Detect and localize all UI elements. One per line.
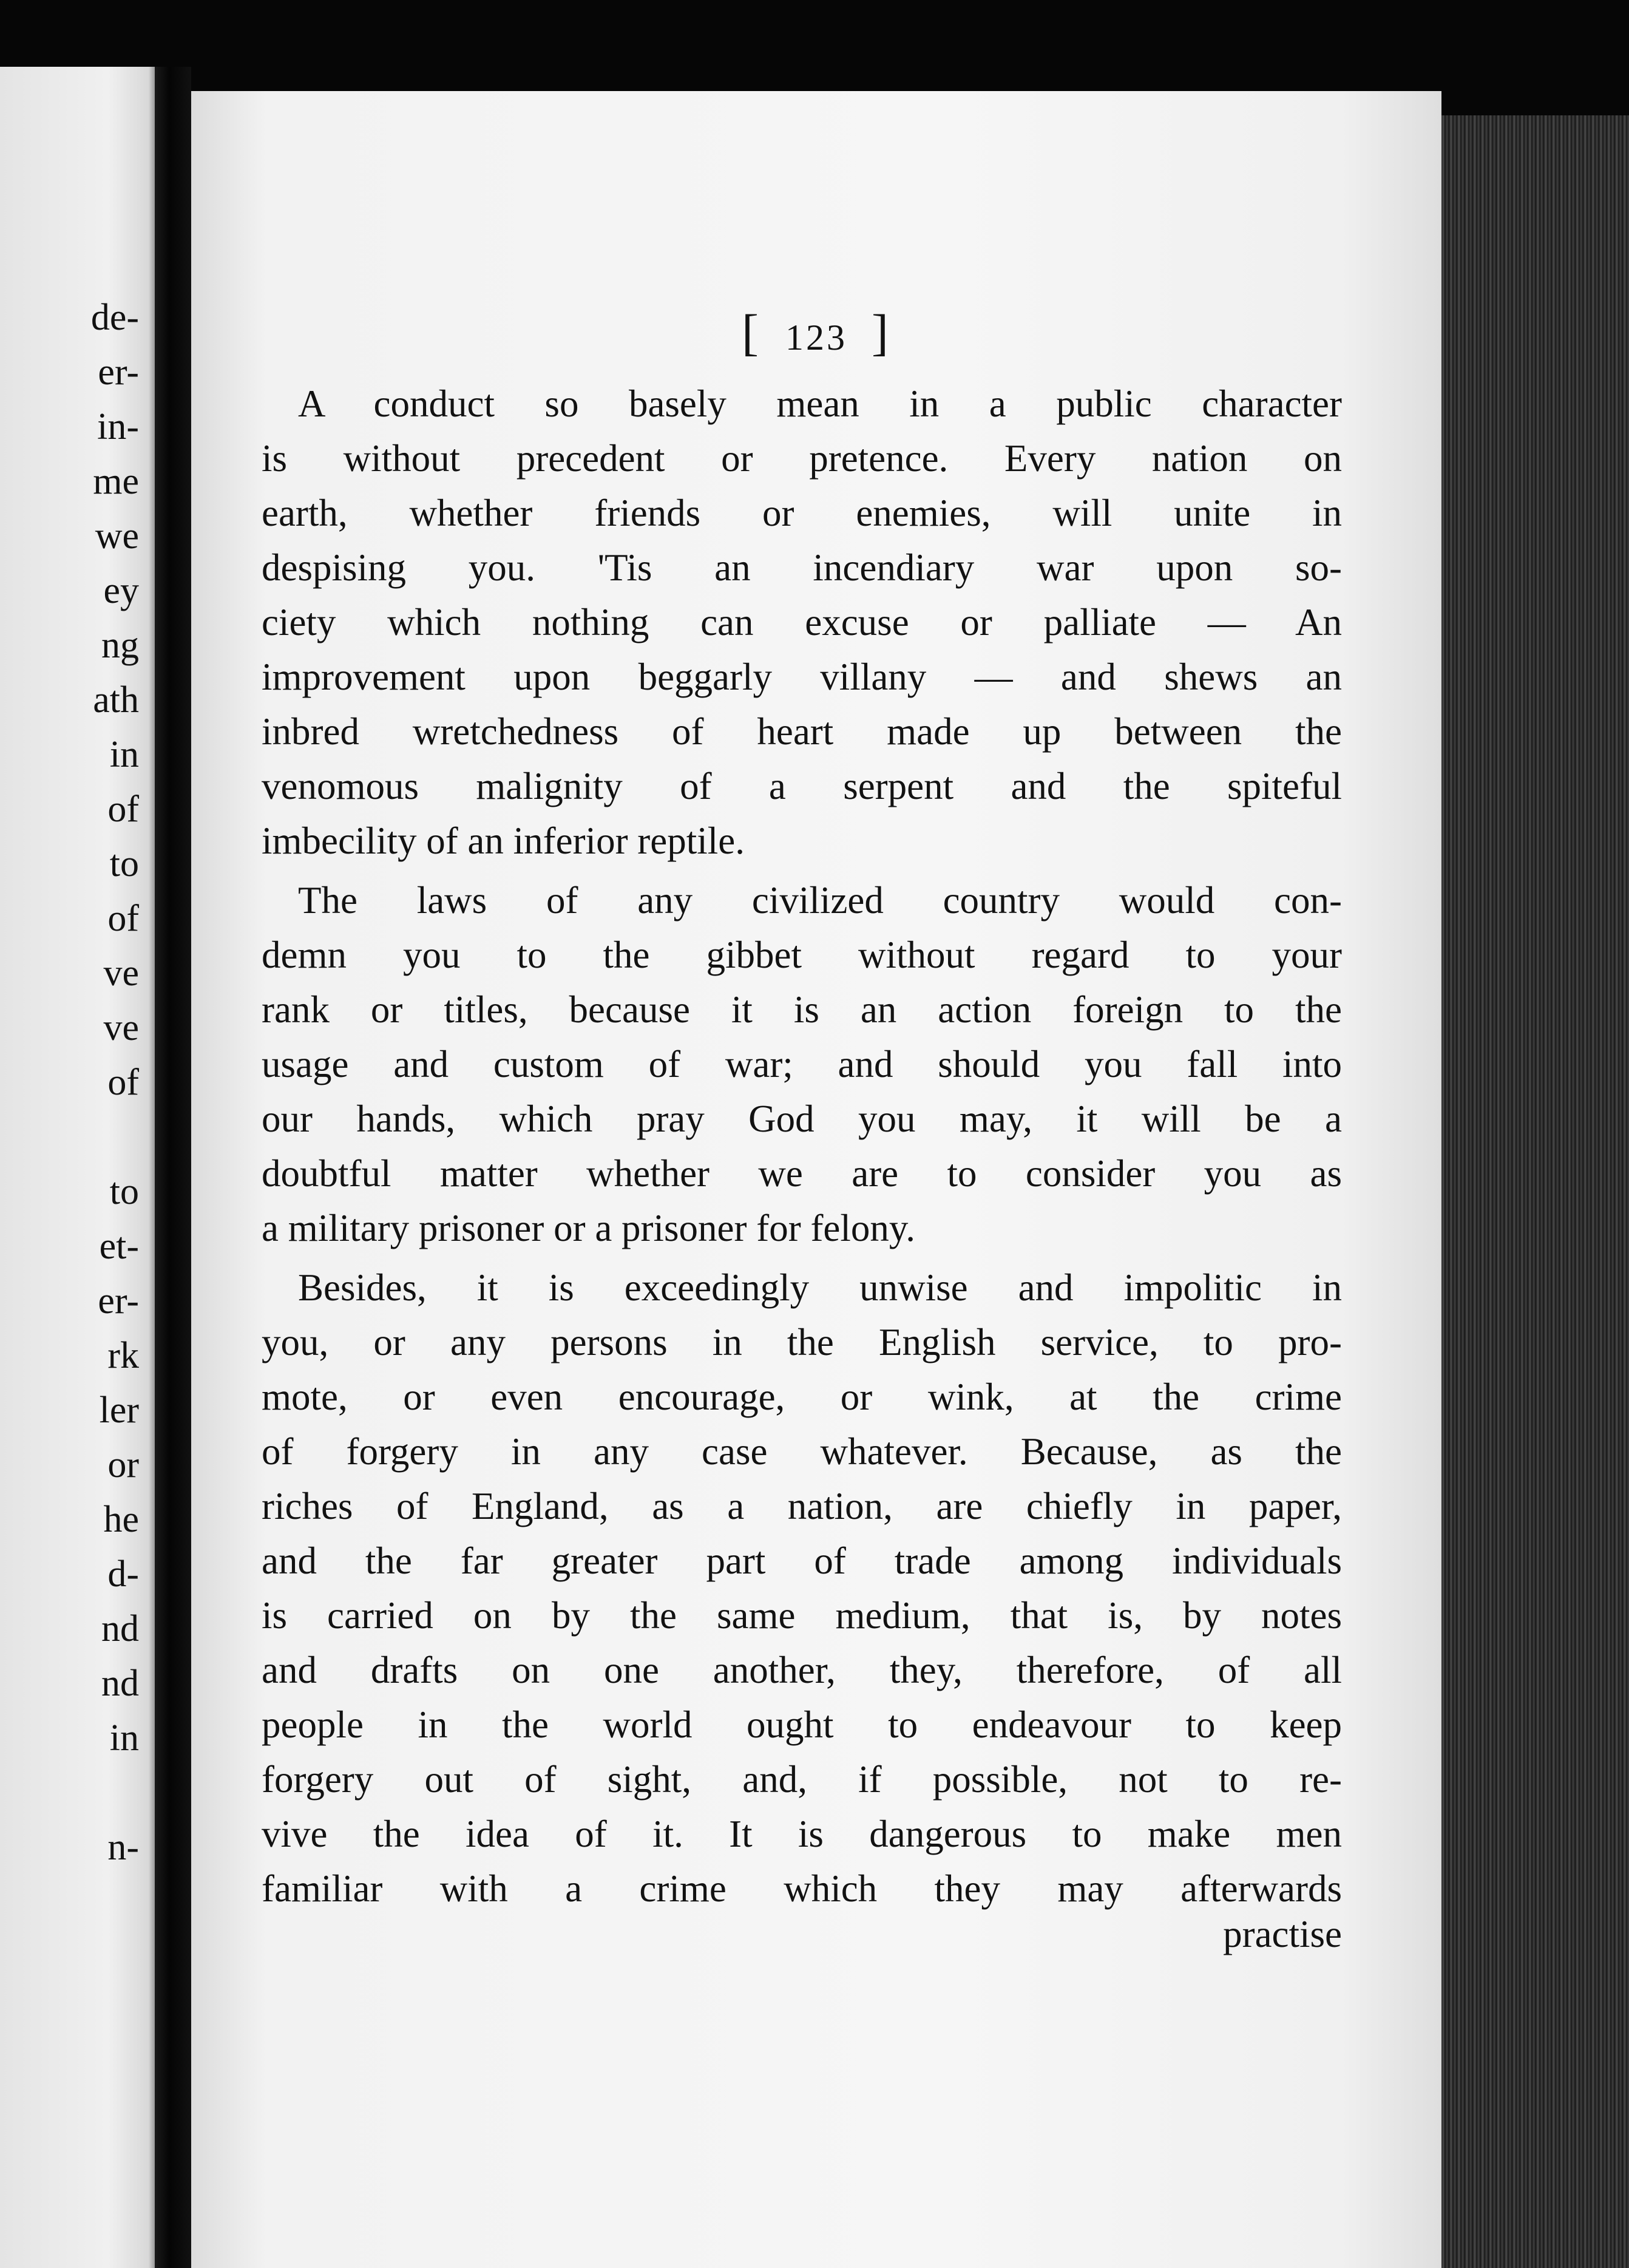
page-number: 123 <box>785 317 847 358</box>
text-line: earth, whether friends or enemies, will unite in <box>262 492 1342 534</box>
text-line: improvement upon beggarly villany — and shews an <box>262 656 1342 698</box>
left-line-fragment: ey <box>103 570 139 611</box>
left-line-fragment: he <box>103 1499 139 1540</box>
left-line-fragment: ng <box>101 625 139 666</box>
text-line: forgery out of sight, and, if possible, not to re- <box>262 1758 1342 1801</box>
left-line-fragment: d- <box>107 1553 139 1595</box>
left-line-fragment: ath <box>93 679 139 721</box>
body-text <box>262 376 1342 1916</box>
text-line: despising you. 'Tis an incendiary war upon so- <box>262 546 1342 589</box>
left-line-fragment: er- <box>98 351 139 393</box>
page-header <box>191 304 1441 362</box>
catchword: practise <box>1223 1913 1342 1955</box>
text-line: and drafts on one another, they, therefore, of all <box>262 1649 1342 1691</box>
left-line-fragment: rk <box>107 1335 139 1376</box>
left-line-fragment: of <box>107 1062 139 1103</box>
page-edges-stack <box>1441 115 1629 2268</box>
left-line-fragment: nd <box>101 1608 139 1649</box>
text-line: vive the idea of it. It is dangerous to make men <box>262 1813 1342 1855</box>
left-line-fragment: in <box>109 734 139 775</box>
left-line-fragment: or <box>107 1444 139 1485</box>
left-line-fragment: er- <box>98 1280 139 1322</box>
header-close-bracket: ] <box>872 305 891 361</box>
left-line-fragment: to <box>109 843 139 884</box>
left-line-fragment: me <box>93 461 139 502</box>
text-line: people in the world ought to endeavour to keep <box>262 1703 1342 1746</box>
left-line-fragment: of <box>107 789 139 830</box>
left-line-fragment: ler <box>99 1390 139 1431</box>
text-line: a military prisoner or a prisoner for felony. <box>262 1207 916 1249</box>
text-line: Besides, it is exceedingly unwise and impolitic in <box>298 1266 1342 1309</box>
text-line: doubtful matter whether we are to consider you as <box>262 1152 1342 1195</box>
left-line-fragment: de- <box>90 297 139 338</box>
left-line-fragment: to <box>109 1171 139 1212</box>
text-line: is without precedent or pretence. Every nation on <box>262 437 1342 480</box>
left-line-fragment: ve <box>103 1007 139 1048</box>
text-line: and the far greater part of trade among individuals <box>262 1540 1342 1582</box>
book-gutter <box>155 67 191 2268</box>
text-line: familiar with a crime which they may afterwards <box>262 1867 1342 1910</box>
text-line: A conduct so basely mean in a public character <box>298 382 1342 425</box>
text-line: venomous malignity of a serpent and the spiteful <box>262 765 1342 807</box>
main-page <box>191 91 1441 2268</box>
text-line: mote, or even encourage, or wink, at the crime <box>262 1376 1342 1418</box>
left-line-fragment: in <box>109 1717 139 1759</box>
header-open-bracket: [ <box>742 305 761 361</box>
left-line-fragment: et- <box>99 1226 139 1267</box>
text-line: usage and custom of war; and should you fall into <box>262 1043 1342 1085</box>
text-line: imbecility of an inferior reptile. <box>262 820 745 862</box>
left-line-fragment: in- <box>97 406 139 447</box>
text-line: demn you to the gibbet without regard to your <box>262 934 1342 976</box>
text-line: The laws of any civilized country would con- <box>298 879 1342 922</box>
text-line: our hands, which pray God you may, it will be a <box>262 1098 1342 1140</box>
left-page-fragment <box>0 67 155 2268</box>
text-line: riches of England, as a nation, are chiefly in paper, <box>262 1485 1342 1527</box>
left-line-fragment: ve <box>103 952 139 994</box>
text-line: is carried on by the same medium, that is, by notes <box>262 1594 1342 1637</box>
text-line: ciety which nothing can excuse or palliate — An <box>262 601 1342 643</box>
left-line-fragment: we <box>95 515 139 557</box>
text-line: of forgery in any case whatever. Because, as the <box>262 1430 1342 1473</box>
left-line-fragment: of <box>107 898 139 939</box>
left-line-fragment: nd <box>101 1663 139 1704</box>
left-line-fragment: n- <box>107 1827 139 1868</box>
text-line: you, or any persons in the English service, to pro- <box>262 1321 1342 1363</box>
text-line: rank or titles, because it is an action foreign to the <box>262 988 1342 1031</box>
text-line: inbred wretchedness of heart made up between the <box>262 710 1342 753</box>
